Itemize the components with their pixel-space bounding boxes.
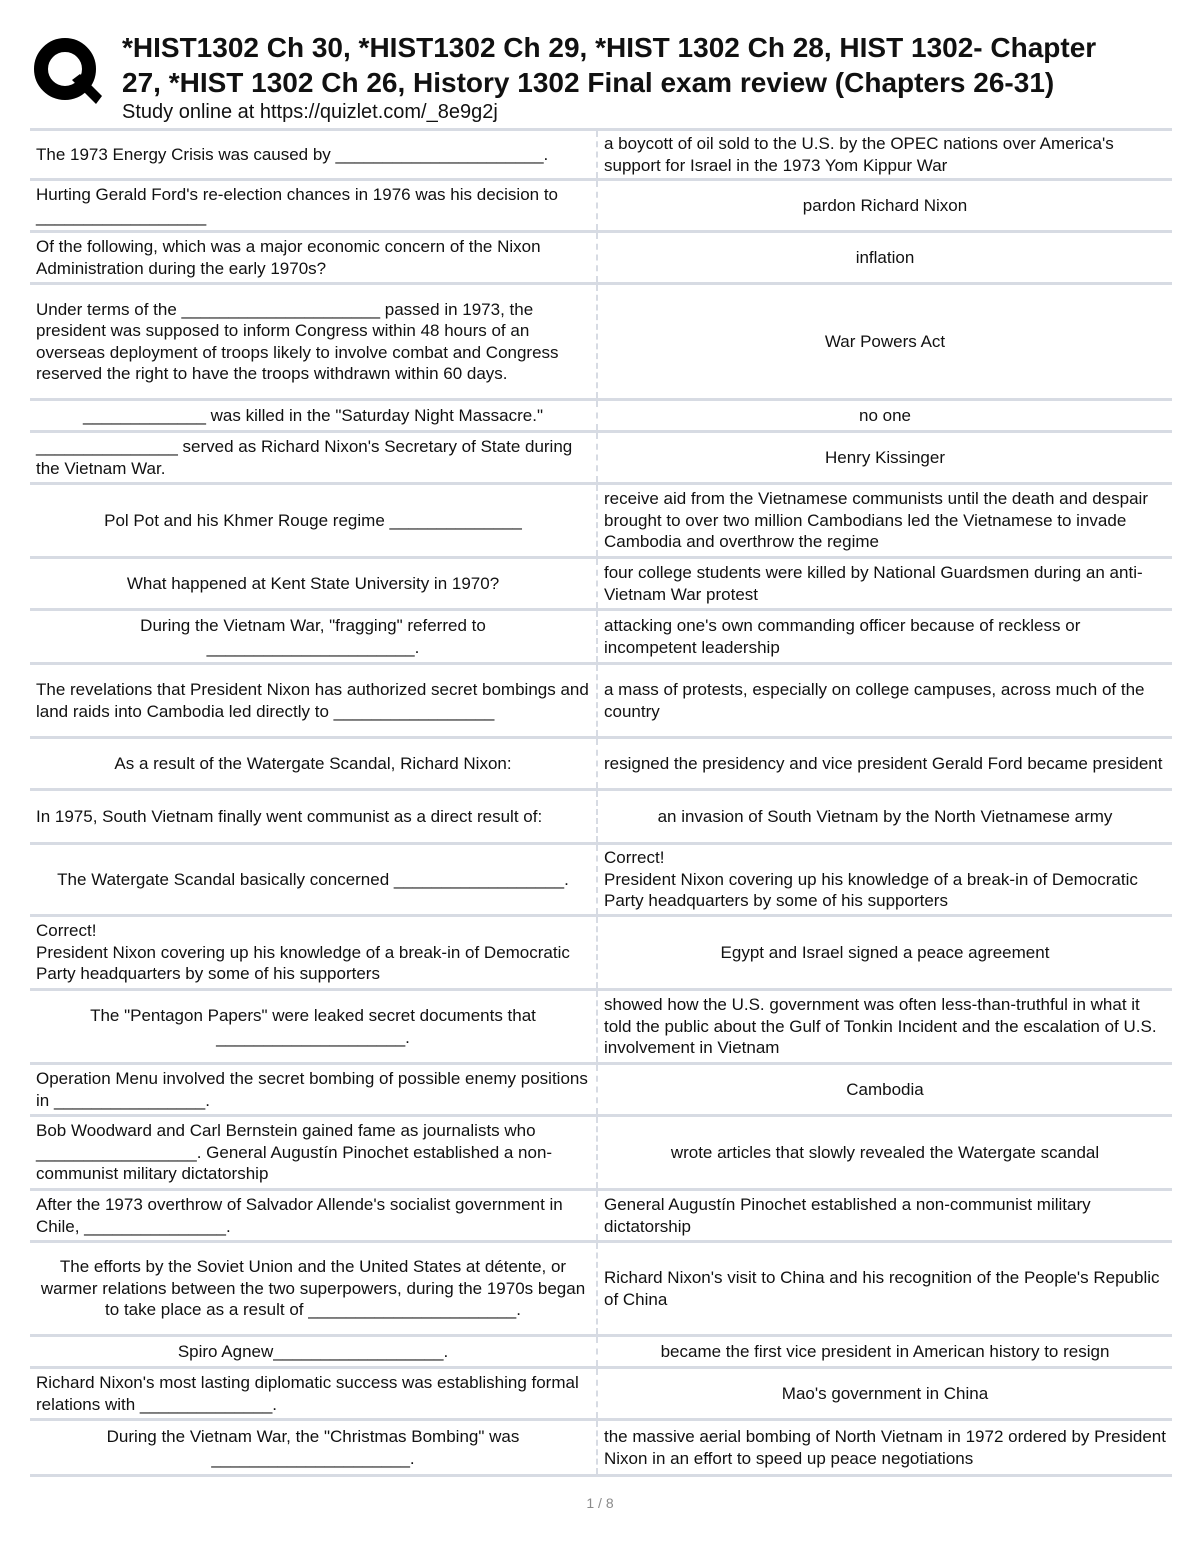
question-text: Bob Woodward and Carl Bernstein gained fame as journalists who _________________. General Augustín Pinochet established a non-communist military dictatorship [36,1121,553,1184]
question-text: Hurting Gerald Ford's re-election chances in 1976 was his decision to __________________ [36,185,559,226]
flashcard-row [30,611,1172,665]
flashcard-row [30,991,1172,1065]
question-text: The efforts by the Soviet Union and the United States at détente, or warmer relations between the two superpowers, during the 1970s began to take place as a result of ______________________. [40,1257,586,1320]
flashcard-row [30,739,1172,791]
question-cell [30,1065,598,1114]
flashcard-row [30,845,1172,917]
question-cell [30,1421,598,1474]
answer-text: attacking one's own commanding officer because of reckless or incompetent leadership [604,616,1081,657]
question-text: During the Vietnam War, "fragging" referred to ______________________. [140,616,486,657]
answer-text: a mass of protests, especially on college campuses, across much of the country [604,680,1145,721]
answer-cell [598,1243,1172,1334]
question-cell [30,991,598,1062]
answer-cell [598,739,1172,788]
flashcard-row [30,233,1172,285]
question-text: Spiro Agnew__________________. [177,1341,449,1361]
question-cell [30,1243,598,1334]
answer-text: an invasion of South Vietnam by the North Vietnamese army [657,806,1113,826]
flashcard-row [30,1065,1172,1117]
question-text: After the 1973 overthrow of Salvador Allende's socialist government in Chile, _______________. [36,1195,563,1236]
question-text: _____________ was killed in the "Saturday Night Massacre." [82,405,543,425]
answer-cell [598,285,1172,398]
question-text: As a result of the Watergate Scandal, Richard Nixon: [114,753,512,773]
answer-cell [598,991,1172,1062]
answer-text: Cambodia [846,1079,924,1099]
question-cell [30,233,598,282]
flashcard-row [30,1117,1172,1191]
question-text: Richard Nixon's most lasting diplomatic success was establishing formal relations with ______________. [36,1373,579,1414]
question-cell [30,433,598,482]
answer-cell [598,665,1172,736]
flashcard-row [30,131,1172,181]
flashcard-row [30,285,1172,401]
answer-text: Mao's government in China [781,1383,989,1403]
question-cell [30,917,598,988]
flashcard-row [30,433,1172,485]
flashcard-row [30,401,1172,433]
answer-cell [598,1337,1172,1366]
flashcard-table [30,128,1172,1477]
answer-cell [598,1117,1172,1188]
answer-cell [598,1369,1172,1418]
flashcard-row [30,1243,1172,1337]
answer-cell [598,401,1172,430]
question-text: The 1973 Energy Crisis was caused by ______________________. [36,144,549,164]
question-cell [30,285,598,398]
question-cell [30,559,598,608]
question-text: Correct! President Nixon covering up his knowledge of a break-in of Democratic Party headquarters by some of his supporters [36,921,570,984]
study-online-link[interactable]: Study online at https://quizlet.com/_8e9g2j [122,101,498,123]
question-cell [30,1337,598,1366]
answer-text: resigned the presidency and vice president Gerald Ford became president [604,753,1163,773]
answer-text: receive aid from the Vietnamese communists until the death and despair brought to over two million Cambodians led the Vietnamese to invade Cambodia and overthrow the regime [604,489,1148,552]
answer-cell [598,791,1172,842]
question-text: The Watergate Scandal basically concerned __________________. [57,869,569,889]
question-cell [30,665,598,736]
answer-cell [598,1191,1172,1240]
question-text: Under terms of the _____________________ passed in 1973, the president was supposed to inform Congress within 48 hours of an overseas deployment of troops likely to involve combat and Congress reserved the right to have the troops withdrawn within 60 days. [36,299,559,383]
answer-text: General Augustín Pinochet established a non-communist military dictatorship [604,1195,1091,1236]
flashcard-row [30,665,1172,739]
question-text: Pol Pot and his Khmer Rouge regime ______________ [104,510,522,530]
question-cell [30,1117,598,1188]
answer-text: Henry Kissinger [825,447,945,467]
flashcard-row [30,485,1172,559]
answer-text: inflation [855,247,915,267]
question-text: What happened at Kent State University in 1970? [126,573,500,593]
answer-cell [598,845,1172,914]
flashcard-row [30,917,1172,991]
answer-text: War Powers Act [824,331,946,351]
flashcard-row [30,1191,1172,1243]
answer-text: became the first vice president in American history to resign [660,1341,1110,1361]
question-cell [30,181,598,230]
answer-cell [598,1421,1172,1474]
answer-text: four college students were killed by National Guardsmen during an anti-Vietnam War protest [604,563,1143,604]
question-text: Operation Menu involved the secret bombing of possible enemy positions in ________________. [36,1069,588,1110]
answer-cell [598,485,1172,556]
question-cell [30,791,598,842]
answer-cell [598,1065,1172,1114]
answer-text: a boycott of oil sold to the U.S. by the OPEC nations over America's support for Israel in the 1973 Yom Kippur War [604,134,1114,175]
answer-cell [598,611,1172,662]
question-text: _______________ served as Richard Nixon's Secretary of State during the Vietnam War. [36,437,573,478]
page-number: 1 / 8 [586,1495,614,1511]
answer-cell [598,917,1172,988]
flashcard-row [30,1369,1172,1421]
answer-text: no one [859,405,911,425]
document-header [30,30,1200,130]
flashcard-row [30,181,1172,233]
question-cell [30,739,598,788]
answer-cell [598,233,1172,282]
answer-text: the massive aerial bombing of North Vietnam in 1972 ordered by President Nixon in an effort to speed up peace negotiations [604,1427,1166,1468]
answer-cell [598,181,1172,230]
question-text: Of the following, which was a major economic concern of the Nixon Administration during the early 1970s? [36,237,541,278]
question-cell [30,611,598,662]
answer-cell [598,131,1172,178]
answer-text: Egypt and Israel signed a peace agreement [720,942,1050,962]
answer-text: wrote articles that slowly revealed the Watergate scandal [670,1142,1100,1162]
question-text: The revelations that President Nixon has authorized secret bombings and land raids into Cambodia led directly to _________________ [36,680,589,721]
question-text: During the Vietnam War, the "Christmas Bombing" was _____________________. [106,1427,520,1468]
question-cell [30,1191,598,1240]
question-text: In 1975, South Vietnam finally went communist as a direct result of: [36,806,543,826]
question-text: The "Pentagon Papers" were leaked secret documents that ____________________. [90,1006,536,1047]
question-cell [30,1369,598,1418]
flashcard-row [30,791,1172,845]
answer-cell [598,433,1172,482]
flashcard-row [30,1337,1172,1369]
quizlet-q-logo-icon [32,36,102,106]
document-title: *HIST1302 Ch 30, *HIST1302 Ch 29, *HIST 1302 Ch 28, HIST 1302- Chapter 27, *HIST 1302 Ch 26, History 1302 Final exam review (Chapters 26-31) [122,32,1097,98]
answer-text: Correct! President Nixon covering up his knowledge of a break-in of Democratic Party headquarters by some of his supporters [604,848,1138,911]
question-cell [30,845,598,914]
answer-cell [598,559,1172,608]
answer-text: showed how the U.S. government was often less-than-truthful in what it told the public about the Gulf of Tonkin Incident and the escalation of U.S. involvement in Vietnam [604,995,1157,1058]
answer-text: pardon Richard Nixon [802,195,968,215]
question-cell [30,131,598,178]
flashcard-row [30,1421,1172,1477]
question-cell [30,401,598,430]
question-cell [30,485,598,556]
answer-text: Richard Nixon's visit to China and his recognition of the People's Republic of China [604,1268,1160,1309]
flashcard-row [30,559,1172,611]
